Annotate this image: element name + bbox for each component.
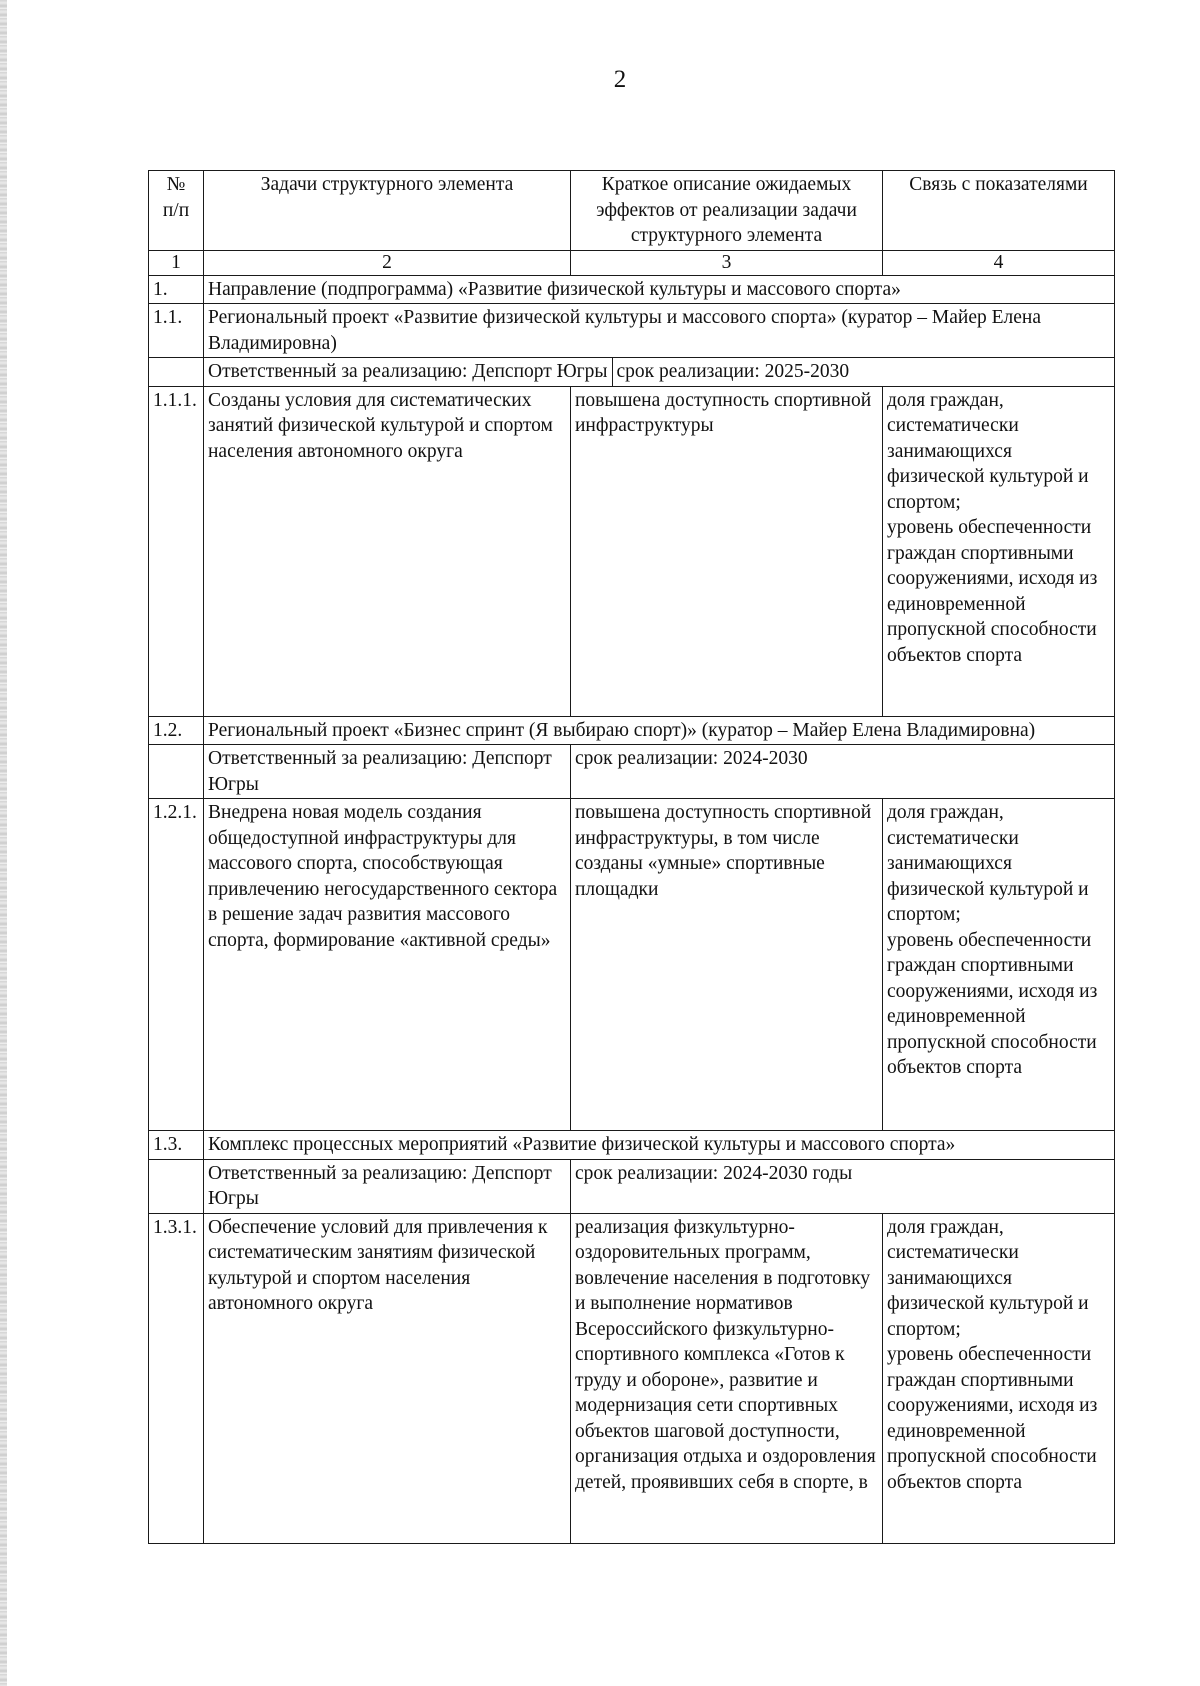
empty-cell xyxy=(149,358,204,387)
empty-cell xyxy=(149,1159,204,1213)
row-number: 1.1.1. xyxy=(149,386,204,716)
responsible-inner xyxy=(204,358,1114,386)
column-number-1: 1 xyxy=(149,250,204,275)
row-task-1-3-1 xyxy=(149,1213,1115,1543)
scan-edge xyxy=(0,0,7,1686)
direction-title: Направление (подпрограмма) «Развитие физической культуры и массового спорта» xyxy=(204,275,1115,304)
column-number-4: 4 xyxy=(883,250,1115,275)
row-number: 1.1. xyxy=(149,304,204,358)
responsible-text: Ответственный за реализацию: Депспорт Югры xyxy=(204,358,612,386)
indicator-text: доля граждан, систематически занимающихся физической культурой и спортом; уровень обеспеченности граждан спортивными сооружениями, исходя из единовременной пропускной способности объектов спорта xyxy=(883,1213,1115,1543)
project-title: Региональный проект «Бизнес спринт (Я выбираю спорт)» (куратор – Майер Елена Владимировна) xyxy=(204,716,1115,745)
page-number: 2 xyxy=(613,66,627,93)
row-project-1-2 xyxy=(149,716,1115,745)
task-text: Обеспечение условий для привлечения к систематическим занятиям физической культурой и спортом населения автономного округа xyxy=(204,1213,571,1543)
effect-text: повышена доступность спортивной инфраструктуры xyxy=(571,386,883,716)
header-effects: Краткое описание ожидаемых эффектов от реализации задачи структурного элемента xyxy=(571,171,883,251)
row-task-1-2-1 xyxy=(149,799,1115,1131)
column-number-row xyxy=(149,250,1115,275)
indicator-text: доля граждан, систематически занимающихся физической культурой и спортом; уровень обеспеченности граждан спортивными сооружениями, исходя из единовременной пропускной способности объектов спорта xyxy=(883,386,1115,716)
header-indicators: Связь с показателями xyxy=(883,171,1115,251)
row-number: 1.2. xyxy=(149,716,204,745)
header-tasks: Задачи структурного элемента xyxy=(204,171,571,251)
row-direction xyxy=(149,275,1115,304)
project-title: Региональный проект «Развитие физической культуры и массового спорта» (куратор – Майер Елена Владимировна) xyxy=(204,304,1115,358)
row-responsible-1-3 xyxy=(149,1159,1115,1213)
row-number: 1.2.1. xyxy=(149,799,204,1131)
row-complex-1-3 xyxy=(149,1131,1115,1160)
column-number-3: 3 xyxy=(571,250,883,275)
header-num: № п/п xyxy=(149,171,204,251)
term-text: срок реализации: 2024-2030 годы xyxy=(571,1159,1115,1213)
row-task-1-1-1 xyxy=(149,386,1115,716)
row-responsible-1-1 xyxy=(149,358,1115,387)
complex-title: Комплекс процессных мероприятий «Развитие физической культуры и массового спорта» xyxy=(204,1131,1115,1160)
empty-cell xyxy=(149,745,204,799)
term-text: срок реализации: 2025-2030 xyxy=(616,361,850,382)
header-row xyxy=(149,171,1115,251)
column-number-2: 2 xyxy=(204,250,571,275)
structural-elements-table xyxy=(148,170,1115,1544)
indicator-text: доля граждан, систематически занимающихся физической культурой и спортом; уровень обеспеченности граждан спортивными сооружениями, исходя из единовременной пропускной способности объектов спорта xyxy=(883,799,1115,1131)
term-text: срок реализации: 2024-2030 xyxy=(571,745,1115,799)
responsible-cell xyxy=(204,358,1115,387)
row-number: 1.3. xyxy=(149,1131,204,1160)
row-project-1-1 xyxy=(149,304,1115,358)
responsible-text: Ответственный за реализацию: Депспорт Югры xyxy=(204,1159,571,1213)
row-number: 1. xyxy=(149,275,204,304)
effect-text: реализация физкультурно-оздоровительных программ, вовлечение населения в подготовку и выполнение нормативов Всероссийского физкультурно-спортивного комплекса «Готов к труду и обороне», развитие и модернизация сети спортивных объектов шаговой доступности, организация отдыха и оздоровления детей, проявивших себя в спорте, в xyxy=(571,1213,883,1543)
task-text: Внедрена новая модель создания общедоступной инфраструктуры для массового спорта, способствующая привлечению негосударственного сектора в решение задач развития массового спорта, формирование «активной среды» xyxy=(204,799,571,1131)
effect-text: повышена доступность спортивной инфраструктуры, в том числе созданы «умные» спортивные площадки xyxy=(571,799,883,1131)
row-number: 1.3.1. xyxy=(149,1213,204,1543)
task-text: Созданы условия для систематических занятий физической культурой и спортом населения автономного округа xyxy=(204,386,571,716)
row-responsible-1-2 xyxy=(149,745,1115,799)
responsible-text: Ответственный за реализацию: Депспорт Югры xyxy=(204,745,571,799)
